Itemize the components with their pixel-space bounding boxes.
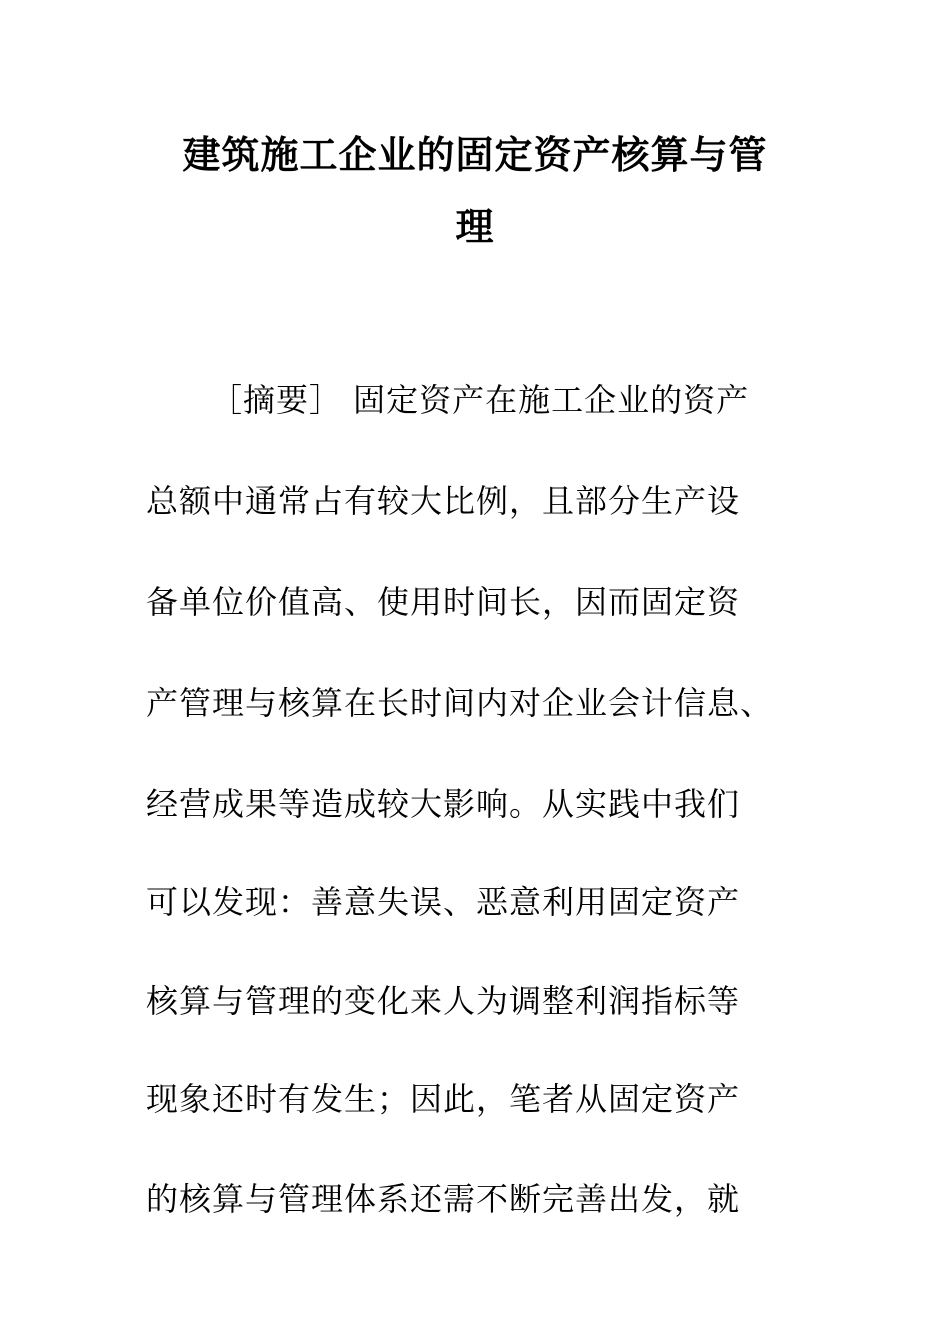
abstract-line-2: 总额中通常占有较大比例，且部分生产设 bbox=[146, 482, 741, 520]
abstract-line-1: ［摘要］ 固定资产在施工企业的资产 bbox=[210, 381, 750, 419]
abstract-line-3: 备单位价值高、使用时间长，因而固定资 bbox=[146, 583, 741, 621]
abstract-line-8: 现象还时有发生；因此，笔者从固定资产 bbox=[146, 1080, 741, 1118]
document-title-line-2: 理 bbox=[455, 205, 495, 249]
document-title-line-1: 建筑施工企业的固定资产核算与管 bbox=[182, 133, 768, 177]
abstract-line-5: 经营成果等造成较大影响。从实践中我们 bbox=[146, 785, 741, 823]
abstract-line-4: 产管理与核算在长时间内对企业会计信息、 bbox=[146, 684, 774, 722]
abstract-line-7: 核算与管理的变化来人为调整利润指标等 bbox=[146, 982, 741, 1020]
abstract-line-9: 的核算与管理体系还需不断完善出发，就 bbox=[146, 1180, 741, 1218]
abstract-line-6: 可以发现：善意失误、恶意利用固定资产 bbox=[146, 883, 741, 921]
